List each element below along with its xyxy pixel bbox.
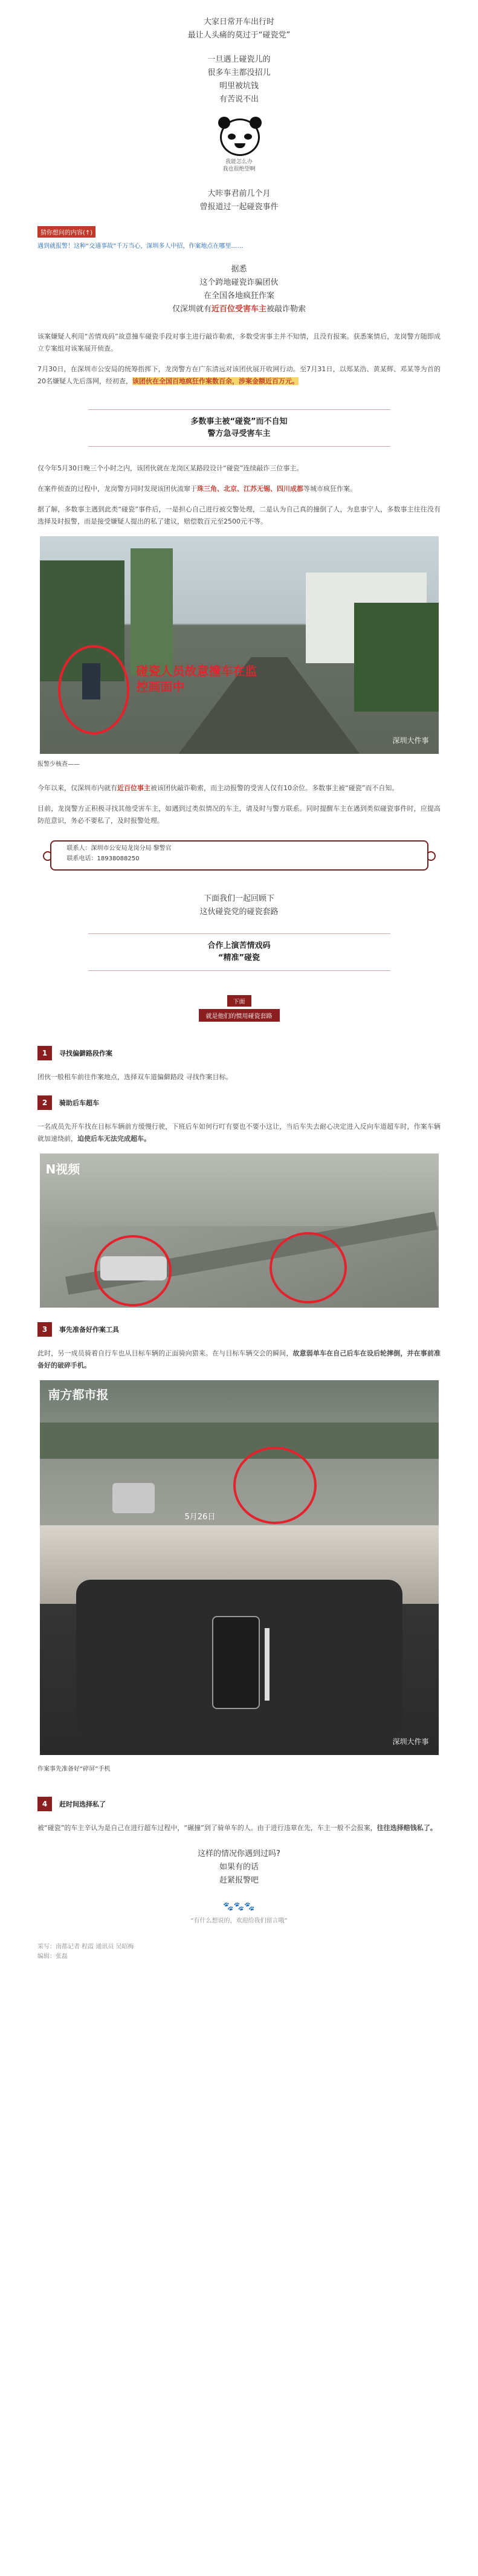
footer-editor: 编辑：张磊 bbox=[37, 1953, 68, 1960]
paragraph: 仅今年5月30日晚三个小时之内，该团伙就在龙岗区某路段设计“碰瓷”连续敲诈三位事主。 bbox=[37, 464, 303, 472]
step-2 bbox=[37, 1095, 478, 1110]
poem-line: 赶紧报警吧 bbox=[219, 1876, 259, 1885]
surveillance-photo-2 bbox=[40, 1153, 439, 1308]
poem-line: 这个跨地碰瓷诈骗团伙 bbox=[199, 278, 279, 287]
contact-person: 联系人：深圳市公安局龙岗分局 黎警官 bbox=[66, 845, 172, 852]
step-label: 寻找偏僻路段作案 bbox=[59, 1050, 112, 1057]
watermark-text: 深圳大件事 bbox=[392, 1737, 429, 1746]
panda-meme-image bbox=[218, 115, 260, 157]
poem-line: 大家日常开车出行时 bbox=[203, 18, 274, 27]
paragraph: 据了解，多数事主遇到此类“碰瓷”事件后，一是担心自己进行被交警处理，二是认为自己真的撞倒了人，为息事宁人，多数事主往往没有选择及时报警，而是接受嫌疑人提出的私了建议，赔偿数百元至2500元不等。 bbox=[37, 505, 441, 525]
step-number: 2 bbox=[37, 1095, 52, 1110]
contact-box bbox=[43, 835, 436, 875]
photo-caption: 作案事先准备好“碎屏”手机 bbox=[37, 1766, 111, 1773]
section-subtitle: 警方急寻受害车主 bbox=[207, 429, 271, 438]
step-4 bbox=[37, 1797, 478, 1811]
body-paragraphs-3 bbox=[0, 782, 478, 827]
surveillance-photo-3 bbox=[40, 1380, 439, 1525]
step-number: 1 bbox=[37, 1046, 52, 1060]
closing-poem bbox=[0, 1848, 478, 1887]
poem-line: 下面我们一起回顾下 bbox=[203, 894, 274, 903]
paragraph: 7月30日，在深圳市公安局的统筹指挥下，龙岗警方在广东清远对该团伙展开收网行动。至7月31日，以郑某浩、黄某辉、邓某等为首的20名嫌疑人先后落网，经初查，该团伙在全国百地疯狂作案数百余，涉案金额近百万元。 bbox=[37, 365, 441, 385]
poem-line: 最让人头痛的莫过于“碰瓷党” bbox=[187, 31, 291, 40]
step-3-text: 此时，另一成员骑着自行车也从目标车辆的正面骑向猎来。在与目标车辆交会的瞬间，故意弱单车在自己后车在设后轮摔倒，并在事前准备好的破碎手机。 bbox=[37, 1349, 441, 1369]
step-4-text: 被“碰瓷”的车主辛认为是自己在进行超车过程中，“碾撞”到了骑单车的人。由于进行违章在先，车主一般不会报案，往往选择赔钱私了。 bbox=[37, 1824, 437, 1832]
watermark-text: 深圳大件事 bbox=[392, 736, 429, 745]
intro-poem bbox=[0, 16, 478, 42]
panda-face-icon bbox=[220, 118, 260, 156]
paragraph: 该案嫌疑人利用“苦情戏码”故意撞车碰瓷手段对事主进行敲诈勒索，多数受害事主并不知情，且没有报案。获悉案情后，龙岗警方随即成立专案组对该案展开侦查。 bbox=[37, 333, 441, 352]
poem-line: 很多车主都没招儿 bbox=[207, 68, 271, 77]
news-logo: N视频 bbox=[45, 1162, 80, 1176]
step-1-text: 团伙一般租车前往作案地点，选择双车道偏僻路段 寻找作案目标。 bbox=[37, 1073, 233, 1081]
paragraph: 目前，龙岗警方正积极寻找其他受害车主，如遇到过类似情况的车主，请及时与警方联系。同时提醒车主在遇到类似碰瓷事件时，应提高防范意识，务必不要私了，及时报警处理。 bbox=[37, 805, 441, 825]
broken-phone-photo bbox=[40, 1525, 439, 1755]
fifth-poem bbox=[0, 892, 478, 919]
paw-icons: 🐾🐾🐾 bbox=[223, 1902, 255, 1912]
paragraph: 在案件侦查的过程中，龙岗警方同时发现该团伙流窜于珠三角、北京、江苏无锡、四川成都等城市疯狂作案。 bbox=[37, 485, 357, 493]
phone-icon bbox=[212, 1616, 260, 1709]
third-poem bbox=[0, 187, 478, 214]
end-slogan: “有什么想说的，欢迎给我们留言哦” bbox=[190, 1918, 288, 1924]
surveillance-photo-1 bbox=[40, 536, 439, 754]
poem-line: 这样的情况你遇到过吗? bbox=[198, 1849, 280, 1858]
meme-caption: 我能怎么办 我也很绝望啊 bbox=[222, 159, 256, 172]
highlight-circle bbox=[233, 1447, 317, 1524]
poem-line: 这伙碰瓷党的碰瓷套路 bbox=[199, 907, 279, 917]
contact-phone[interactable]: 联系电话：18938088250 bbox=[66, 855, 140, 862]
poem-line: 大咔事君前几个月 bbox=[207, 189, 271, 198]
step-3 bbox=[37, 1322, 478, 1337]
step-number: 4 bbox=[37, 1797, 52, 1811]
poem-line: 一旦遇上碰瓷儿的 bbox=[207, 55, 271, 64]
poem-line: 如果有的话 bbox=[219, 1863, 259, 1872]
related-tag: 猜你想问的内容(↑) bbox=[37, 226, 95, 238]
poem-line: 有苦说不出 bbox=[219, 95, 259, 104]
photo-date: 5月26日 bbox=[184, 1513, 216, 1522]
related-article-link[interactable]: 遇到就报警！这种“交通事故”千万当心，深圳多人中招，作案地点在哪里…… bbox=[37, 243, 244, 250]
step-label: 骑助后车超车 bbox=[59, 1099, 99, 1107]
section-title: 合作上演苦情戏码 bbox=[207, 941, 271, 950]
news-logo: 南方都市报 bbox=[48, 1387, 109, 1402]
highlight-circle bbox=[94, 1235, 172, 1306]
poem-line: 明里被坑钱 bbox=[219, 82, 259, 91]
body-paragraphs-1 bbox=[0, 331, 478, 388]
footer-credits bbox=[37, 1942, 478, 1962]
section-title: 多数事主被“碰瓷”而不自知 bbox=[190, 417, 288, 426]
photo-caption: 报警少核查—— bbox=[37, 761, 80, 768]
poem-line: 据悉 bbox=[231, 265, 247, 274]
footer-reporter: 采写：南都记者 程霞 通讯员 吴昭梅 bbox=[37, 1944, 134, 1950]
fourth-poem bbox=[0, 263, 478, 316]
section-subtitle: “精准”碰瓷 bbox=[218, 953, 260, 962]
photo-overlay-text: 碰瓷人员故意撞车在监 控画面中 bbox=[136, 664, 257, 694]
step-number: 3 bbox=[37, 1322, 52, 1337]
highlight-circle bbox=[270, 1232, 347, 1303]
body-paragraphs-2 bbox=[0, 462, 478, 528]
second-poem bbox=[0, 53, 478, 106]
step-label: 事先准备好作案工具 bbox=[59, 1326, 119, 1334]
step-1 bbox=[37, 1046, 478, 1060]
paragraph: 今年以来，仅深圳市内就有近百位事主被该团伙敲诈勒索，而主动报警的受害人仅有10余位。多数事主被“碰瓷”而不自知。 bbox=[37, 784, 399, 792]
poem-line: 在全国各地疯狂作案 bbox=[203, 291, 274, 300]
step-label: 赶时间选择私了 bbox=[59, 1800, 106, 1808]
poem-line: 曾报道过一起碰瓷事件 bbox=[199, 203, 279, 212]
routine-label: 就是他们的惯用碰瓷套路 bbox=[199, 1009, 280, 1022]
poem-line: 仅深圳就有近百位受害车主被敲诈勒索 bbox=[172, 305, 306, 314]
step-2-text: 一名成员先开车找在目标车辆前方缓慢行驶，下班后车如何行叮有要也不要小这让，当后车失去耐心决定进入反向车道超车时，作案车辆就加速绕前，迫使后车无法完成超车。 bbox=[37, 1123, 441, 1143]
badge-below: 下面 bbox=[227, 995, 251, 1007]
